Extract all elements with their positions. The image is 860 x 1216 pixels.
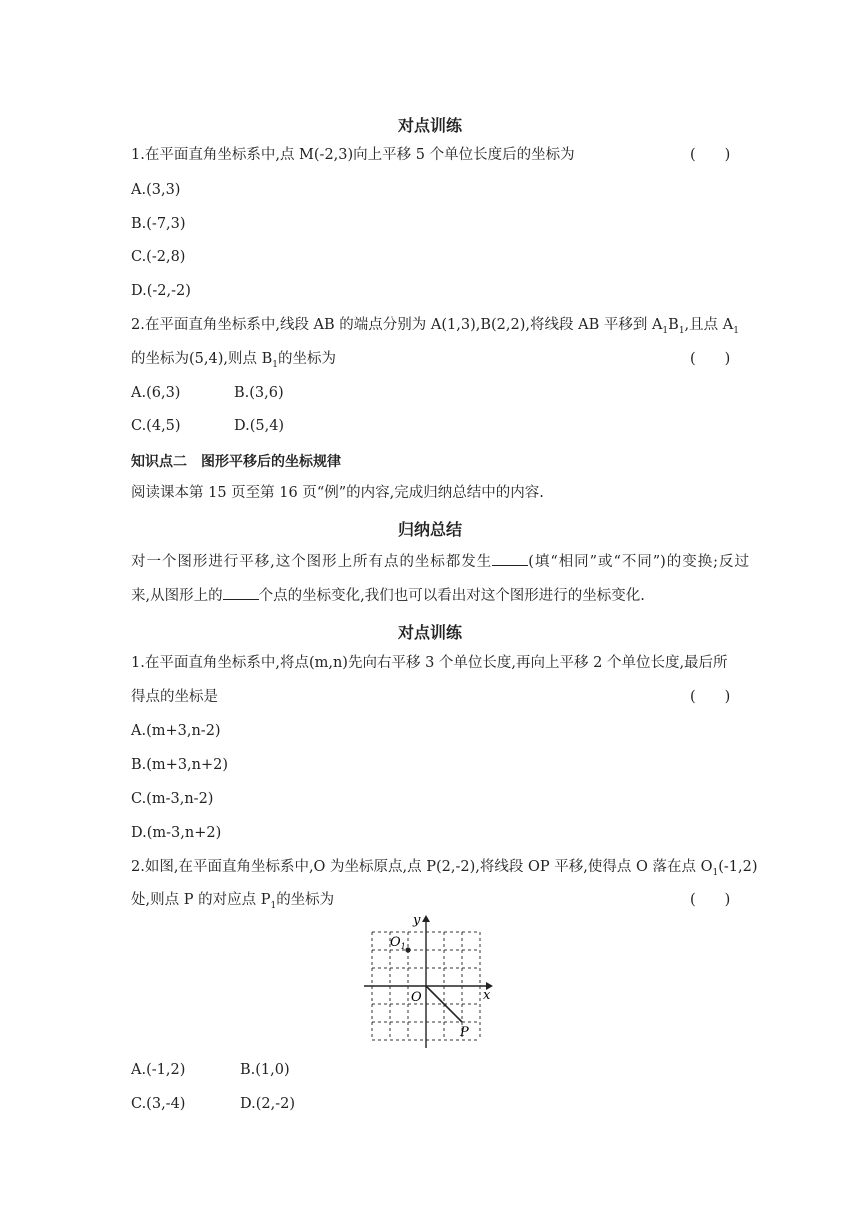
s1-q1-option-b: B.(-7,3) (131, 216, 186, 232)
y-axis-label: y (413, 913, 421, 928)
summary-heading: 归纳总结 (397, 520, 462, 539)
s1-q1-option-a: A.(3,3) (131, 182, 181, 198)
s2-q2-option-b: B.(1,0) (240, 1062, 290, 1078)
summary-line2-b: 个点的坐标变化,我们也可以看出对这个图形进行的坐标变化. (258, 588, 645, 604)
summary-line2-a: 来,从图形上的 (131, 588, 223, 604)
knowledge2-title: 知识点二 图形平移后的坐标规律 (131, 454, 341, 470)
summary-blank-1 (492, 551, 528, 566)
o1-label-main: O (390, 935, 401, 950)
y-axis-arrow-icon (422, 915, 430, 922)
section2-heading: 对点训练 (397, 623, 462, 642)
summary-line1 (131, 551, 749, 572)
s2-q2-line2-suffix: 的坐标为 (276, 892, 335, 908)
s2-q2-line1-prefix: 2.如图,在平面直角坐标系中,O 为坐标原点,点 P(2,-2),将线段 OP 平移,使得点 O 落在点 O (131, 859, 713, 875)
s1-q1-option-d: D.(-2,-2) (131, 283, 191, 299)
s1-q2-sub-a1-end: 1 (733, 325, 739, 336)
summary-blank-2 (223, 585, 259, 600)
s2-q1-line2: 得点的坐标是 (131, 689, 218, 705)
knowledge2-reading: 阅读课本第 15 页至第 16 页“例”的内容,完成归纳总结中的内容. (131, 485, 544, 501)
s2-q2-line2-sub: 1 (270, 900, 277, 911)
s1-q2-line2 (131, 349, 336, 375)
coordinate-figure (360, 910, 500, 1050)
s1-q1-text: 1.在平面直角坐标系中,点 M(-2,3)向上平移 5 个单位长度后的坐标为 (131, 147, 575, 163)
s2-q1-line1: 1.在平面直角坐标系中,将点(m,n)先向右平移 3 个单位长度,再向上平移 2 个单位长度,最后所 (131, 655, 728, 671)
point-o1 (405, 947, 410, 952)
s2-q2-line2 (131, 890, 334, 916)
s2-q1-option-d: D.(m-3,n+2) (131, 825, 222, 841)
s1-q2-line1-prefix: 2.在平面直角坐标系中,线段 AB 的端点分别为 A(1,3),B(2,2),将线段 AB 平移到 A (131, 317, 663, 333)
s1-q2-option-a: A.(6,3) (131, 385, 181, 401)
summary-line1-b: (填“相同”或“不同”)的变换;反过 (528, 554, 749, 570)
s1-q2-sub-b1: 1 (678, 325, 685, 336)
section1-heading: 对点训练 (397, 116, 462, 135)
s1-q2-line2-prefix: 的坐标为(5,4),则点 B (131, 351, 273, 367)
summary-line2 (131, 585, 645, 606)
s1-q1-option-c: C.(-2,8) (131, 249, 186, 265)
p-label: P (460, 1025, 469, 1040)
s1-q2-option-c: C.(4,5) (131, 418, 181, 434)
s1-q2-line2-sub: 1 (272, 359, 278, 370)
s2-q2-line1-suffix: (-1,2) (718, 859, 758, 875)
s2-q2-option-c: C.(3,-4) (131, 1096, 186, 1112)
s2-q2-option-d: D.(2,-2) (240, 1096, 295, 1112)
s1-q2-line1-suffix: ,且点 A (684, 317, 734, 333)
s1-q2-sub-a1: 1 (662, 325, 669, 336)
s1-q2-option-b: B.(3,6) (234, 385, 284, 401)
s2-q2-option-a: A.(-1,2) (131, 1062, 186, 1078)
s2-q2-line1-sub: 1 (712, 867, 719, 878)
s2-q2-line1 (131, 857, 758, 883)
s2-q1-option-a: A.(m+3,n-2) (131, 723, 221, 739)
s1-q2-option-d: D.(5,4) (234, 418, 285, 434)
s2-q2-paren: ( ) (690, 892, 731, 908)
s2-q2-line2-prefix: 处,则点 P 的对应点 P (131, 892, 271, 908)
s2-q1-option-c: C.(m-3,n-2) (131, 791, 214, 807)
s1-q1-paren: ( ) (690, 147, 731, 163)
origin-label: O (411, 990, 422, 1005)
o1-label-sub: 1 (400, 942, 406, 951)
s2-q1-option-b: B.(m+3,n+2) (131, 757, 229, 773)
s1-q2-line1-mid: B (668, 317, 679, 333)
s1-q2-line2-suffix: 的坐标为 (277, 351, 336, 367)
o1-label (390, 935, 406, 951)
summary-line1-a: 对一个图形进行平移,这个图形上所有点的坐标都发生 (131, 554, 493, 570)
x-axis-label: x (483, 988, 491, 1003)
s1-q2-paren: ( ) (690, 351, 731, 367)
s1-q2-line1 (131, 315, 739, 341)
s2-q1-paren: ( ) (690, 689, 731, 705)
